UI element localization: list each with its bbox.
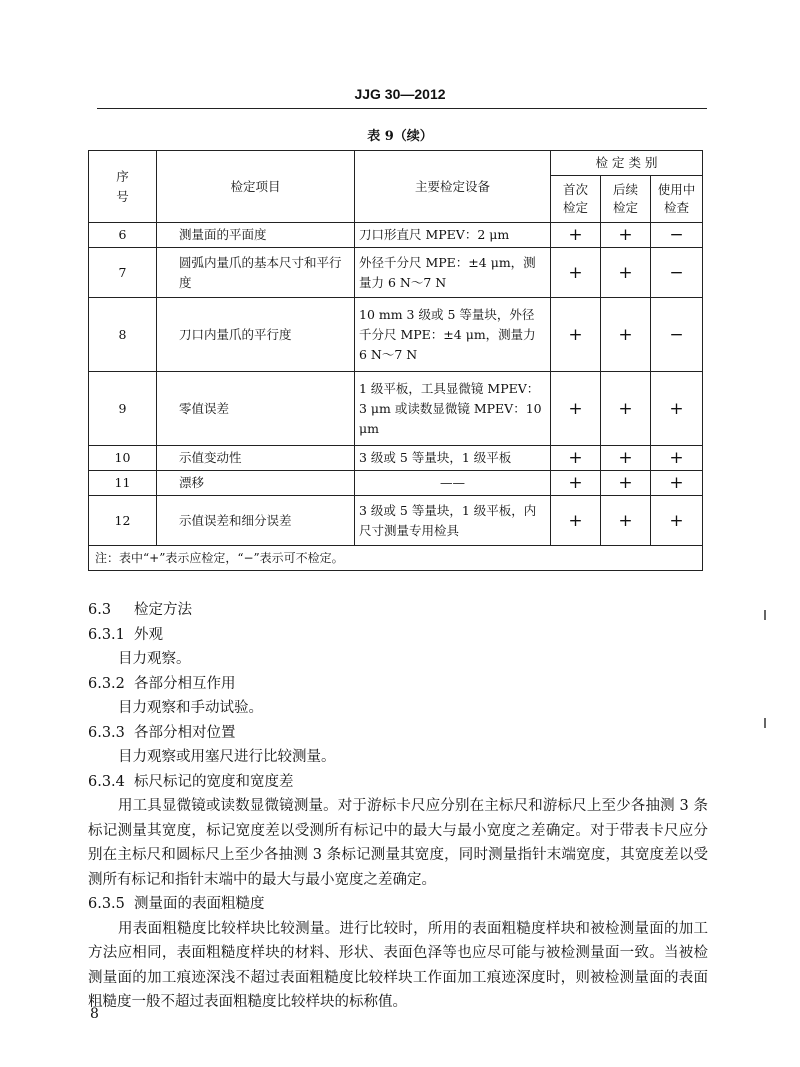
table-row [89,298,703,372]
row-first: + [551,446,601,471]
row-first: + [551,372,601,446]
row-first: + [551,248,601,298]
table-note: 注：表中“+”表示应检定，“−”表示可不检定。 [89,546,703,571]
document-header: JJG 30—2012 [354,86,446,102]
row-first: + [551,298,601,372]
verification-table [88,150,703,571]
row-in-use: + [651,496,703,546]
section-text: 目力观察。 [118,651,191,667]
table-row [89,446,703,471]
row-subsequent: + [601,372,651,446]
header-item: 检定项目 [157,151,355,223]
row-device: 3 级或 5 等量块，1 级平板，内尺寸测量专用检具 [355,496,551,546]
table-row [89,372,703,446]
row-in-use: − [651,298,703,372]
row-subsequent: + [601,248,651,298]
header-subsequent: 后续 检定 [601,176,651,223]
row-item: 漂移 [157,471,355,496]
row-item: 刀口内量爪的平行度 [157,298,355,372]
row-device: —— [355,471,551,496]
row-subsequent: + [601,446,651,471]
table-row [89,223,703,248]
row-item: 示值误差和细分误差 [157,496,355,546]
table-note-row [89,546,703,571]
header-first: 首次 检定 [551,176,601,223]
row-no: 10 [89,446,157,471]
section-heading: 6.3 检定方法 [88,602,192,618]
scan-mark [764,610,766,620]
row-in-use: + [651,446,703,471]
row-in-use: − [651,248,703,298]
section-text: 目力观察和手动试验。 [118,700,263,716]
row-item: 示值变动性 [157,446,355,471]
row-subsequent: + [601,223,651,248]
header-in-use: 使用中 检查 [651,176,703,223]
section-heading: 6.3.3 各部分相对位置 [88,724,236,741]
table-row [89,248,703,298]
row-first: + [551,496,601,546]
header-rule [97,108,707,109]
section-heading: 6.3.2 各部分相互作用 [88,675,236,692]
row-device: 1 级平板，工具显微镜 MPEV：3 μm 或读数显微镜 MPEV：10 μm [355,372,551,446]
row-in-use: + [651,372,703,446]
row-device: 3 级或 5 等量块，1 级平板 [355,446,551,471]
row-subsequent: + [601,298,651,372]
row-item: 圆弧内量爪的基本尺寸和平行度 [157,248,355,298]
row-no: 7 [89,248,157,298]
table-caption: 表 9（续） [367,129,433,144]
section-heading: 6.3.4 标尺标记的宽度和宽度差 [88,773,294,790]
row-no: 6 [89,223,157,248]
section-text: 用工具显微镜或读数显微镜测量。对于游标卡尺应分别在主标尺和游标尺上至少各抽测 3 条标记测量其宽度，标记宽度差以受测所有标记中的最大与最小宽度之差确定。对于带表卡尺应分别在主标尺和圆标尺上至少各抽测 3 条标记测量其宽度，同时测量指针末端宽度，其宽度差以受测所有标记和指针末端中的最大与最小宽度之差确定。 [88,798,708,888]
row-in-use: + [651,471,703,496]
row-no: 8 [89,298,157,372]
header-device: 主要检定设备 [355,151,551,223]
row-no: 12 [89,496,157,546]
section-heading: 6.3.5 测量面的表面粗糙度 [88,896,265,912]
row-subsequent: + [601,471,651,496]
row-item: 测量面的平面度 [157,223,355,248]
header-no: 序 号 [89,151,157,223]
row-no: 11 [89,471,157,496]
row-subsequent: + [601,496,651,546]
row-first: + [551,223,601,248]
scan-mark [764,718,766,728]
row-in-use: − [651,223,703,248]
row-device: 刀口形直尺 MPEV：2 μm [355,223,551,248]
page-number: 8 [90,1006,99,1022]
row-device: 10 mm 3 级或 5 等量块，外径千分尺 MPE：±4 μm，测量力 6 N～7 N [355,298,551,372]
row-no: 9 [89,372,157,446]
section-heading: 6.3.1 外观 [88,626,163,643]
row-item: 零值误差 [157,372,355,446]
row-device: 外径千分尺 MPE：±4 μm，测量力 6 N～7 N [355,248,551,298]
table-row [89,496,703,546]
section-text: 目力观察或用塞尺进行比较测量。 [118,749,336,765]
row-first: + [551,471,601,496]
body-text [88,598,708,1015]
section-text: 用表面粗糙度比较样块比较测量。进行比较时，所用的表面粗糙度样块和被检测量面的加工方法应相同，表面粗糙度样块的材料、形状、表面色泽等也应尽可能与被检测量面一致。当被检测量面的加工痕迹深浅不超过表面粗糙度比较样块工作面加工痕迹深度时，则被检测量面的表面粗糙度一般不超过表面粗糙度比较样块的标称值。 [88,920,708,1010]
table-row [89,471,703,496]
header-category: 检 定 类 别 [551,151,703,176]
